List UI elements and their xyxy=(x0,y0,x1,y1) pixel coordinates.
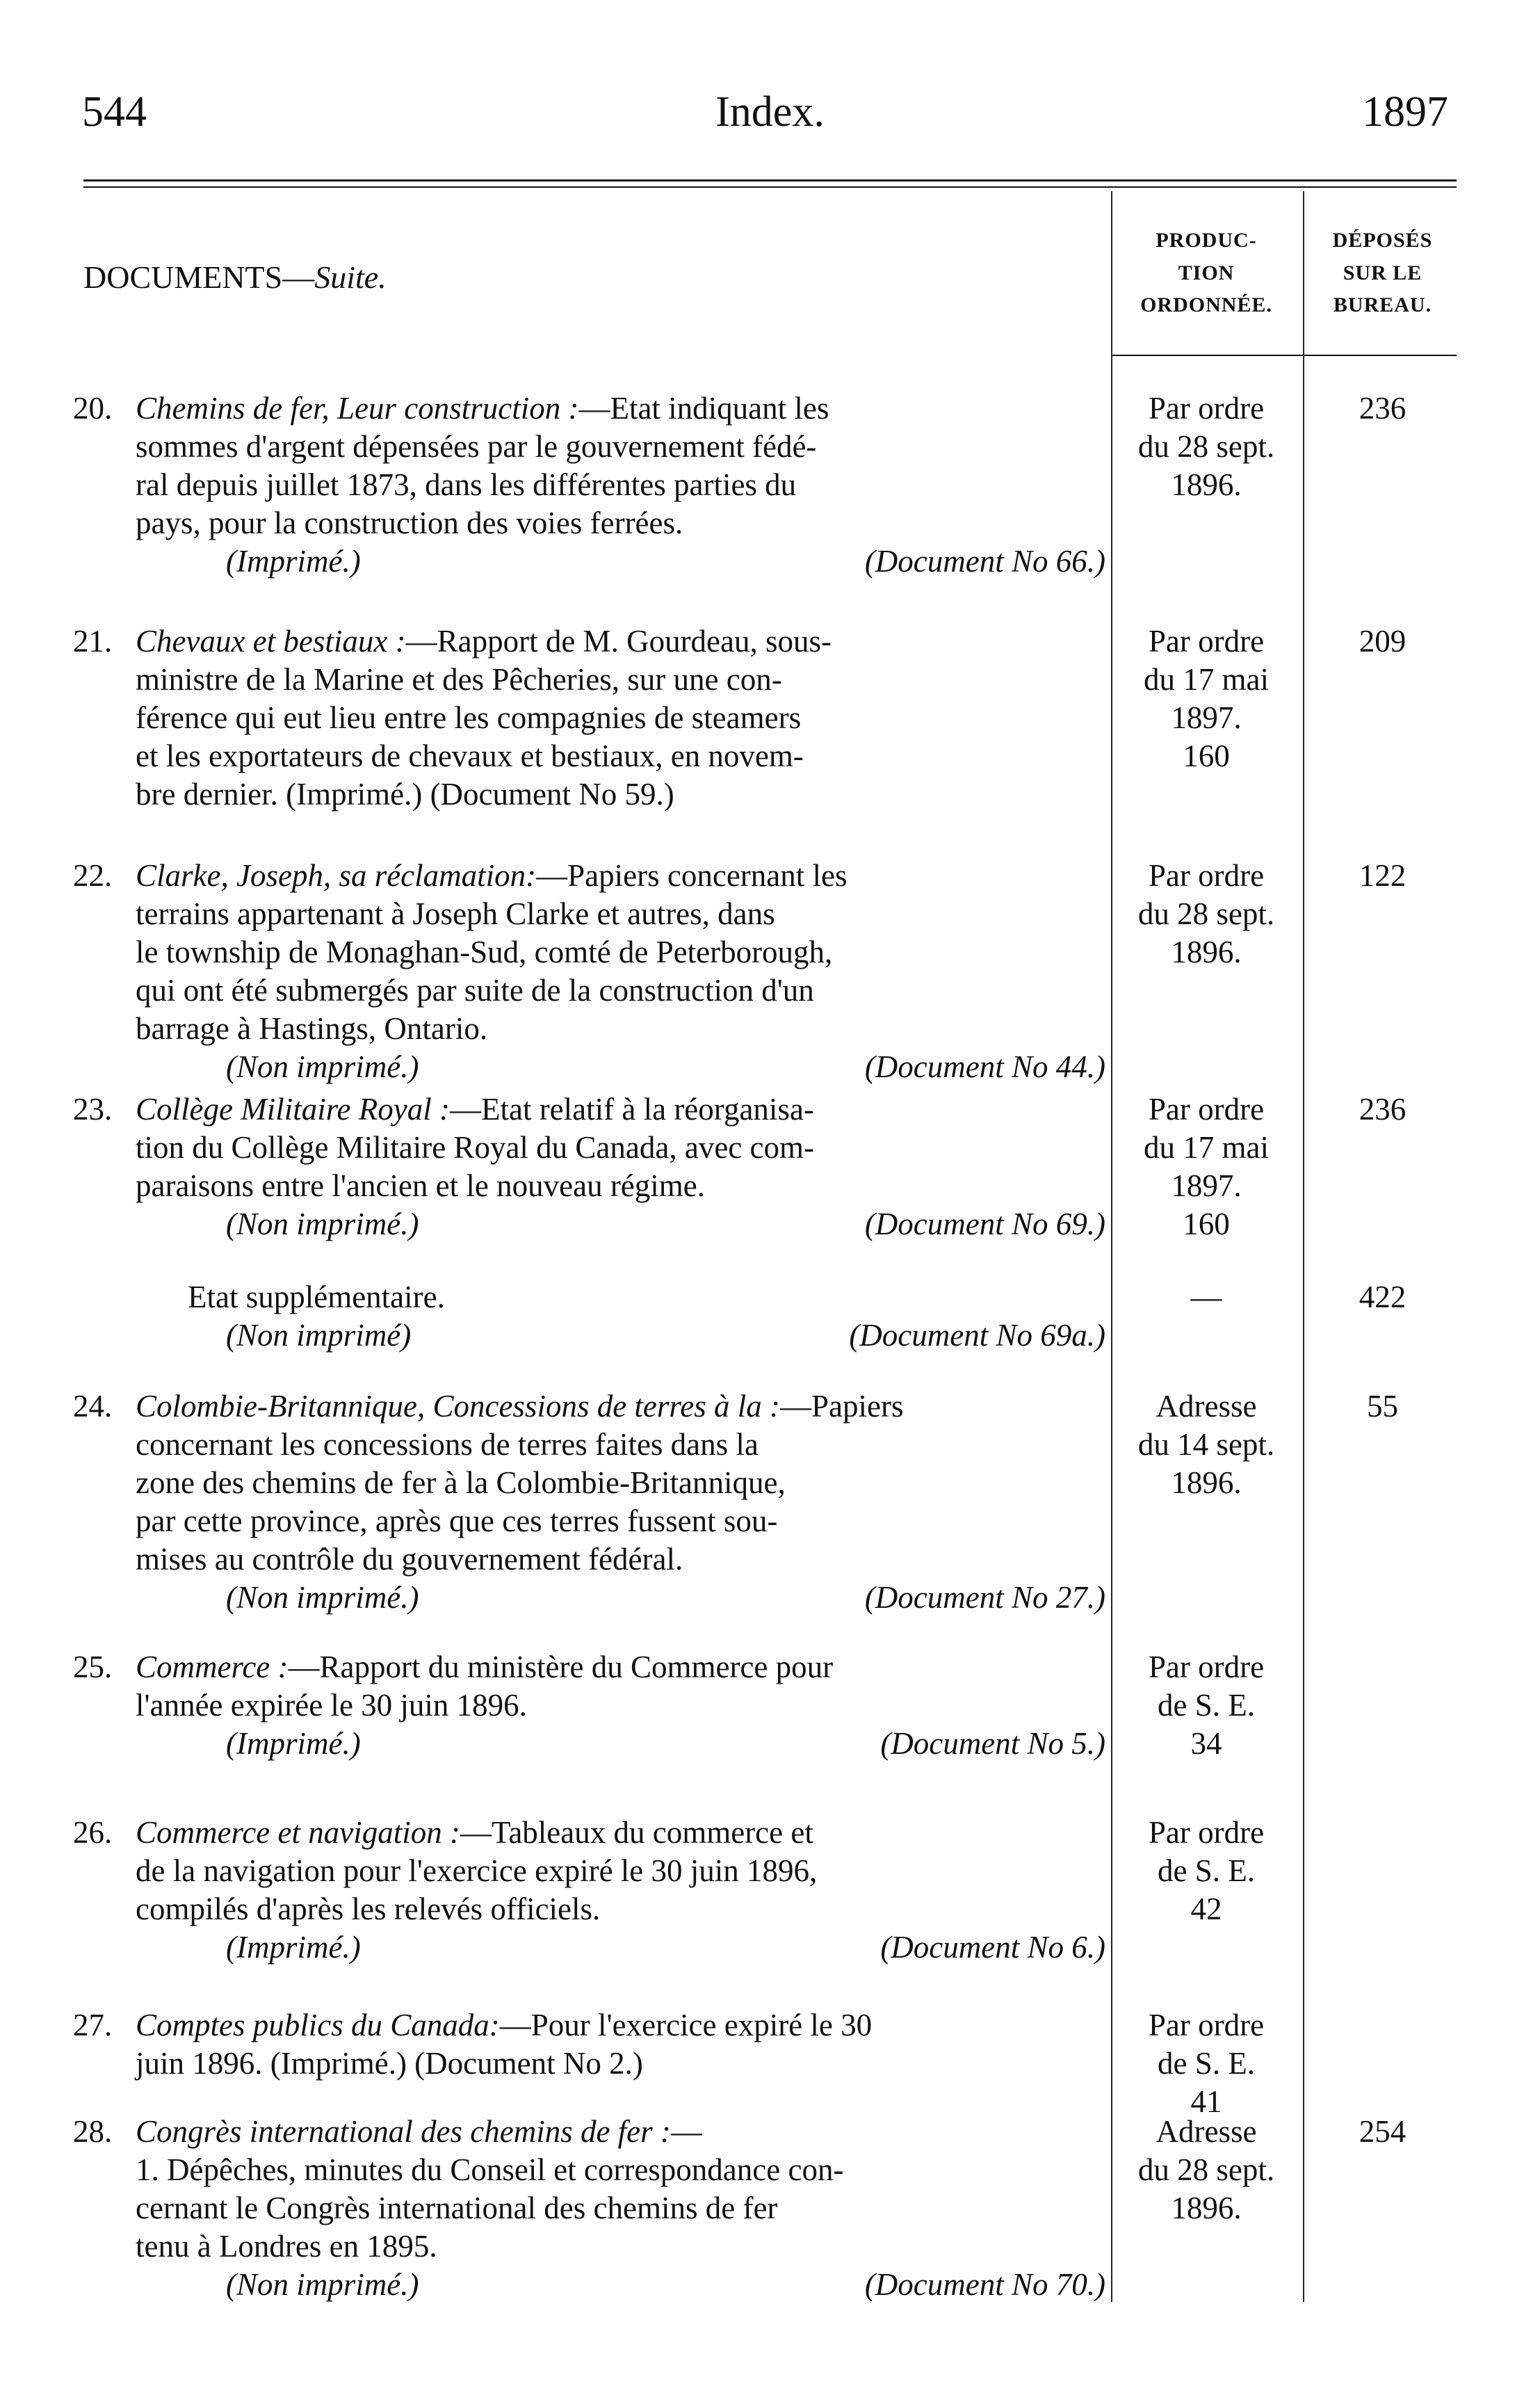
document-number: (Document No 69a.) xyxy=(849,1318,1105,1353)
production-order xyxy=(1112,1090,1300,1243)
entry-text xyxy=(73,1090,1105,1243)
entry-line: concernant les concessions de terres faites dans la xyxy=(136,1427,759,1462)
production-line: du 28 sept. xyxy=(1137,2152,1275,2187)
document-number: (Document No 69.) xyxy=(864,1207,1105,1241)
entry-line: l'année expirée le 30 juin 1896. xyxy=(136,1688,527,1723)
entry-line: pays, pour la construction des voies ferrées. xyxy=(136,506,683,540)
entry-line: barrage à Hastings, Ontario. xyxy=(136,1011,488,1046)
col-header-line: TION xyxy=(1178,261,1235,284)
entry-line: par cette province, après que ces terres fussent sou- xyxy=(136,1504,778,1538)
entry-line: 1. Dépêches, minutes du Conseil et correspondance con- xyxy=(136,2152,844,2187)
entry-citation xyxy=(136,1928,1105,1967)
production-line: Par ordre xyxy=(1148,858,1265,893)
print-status: (Imprimé.) xyxy=(226,544,361,579)
production-line: Adresse xyxy=(1156,2114,1257,2149)
document-number: (Document No 6.) xyxy=(880,1930,1105,1965)
section-title xyxy=(83,259,387,296)
print-status: (Non imprimé) xyxy=(226,1318,412,1353)
entry-line: 26. Commerce et navigation :—Tableaux du commerce et xyxy=(136,1814,1105,1852)
entry-heading: Colombie-Britannique, Concessions de terres à la : xyxy=(136,1389,780,1424)
entry-heading: Commerce et navigation : xyxy=(136,1815,460,1850)
entry-line: ral depuis juillet 1873, dans les différentes parties du xyxy=(136,467,797,502)
page-title: Index. xyxy=(715,88,825,136)
print-status: (Imprimé.) xyxy=(226,1930,361,1965)
entry-line: 28. Congrès international des chemins de fer :— xyxy=(136,2113,1105,2151)
entry-line: juin 1896. (Imprimé.) (Document No 2.) xyxy=(136,2046,643,2081)
production-line: Par ordre xyxy=(1148,1815,1265,1850)
entry-citation xyxy=(136,2266,1105,2304)
header-underline xyxy=(1112,355,1457,356)
production-line: 1896. xyxy=(1171,935,1242,969)
entry-citation xyxy=(188,1316,1105,1355)
print-status: (Non imprimé.) xyxy=(226,1207,419,1241)
production-line: 1897. xyxy=(1171,700,1242,735)
entry-text xyxy=(73,622,1105,814)
production-line: de S. E. xyxy=(1158,1853,1255,1888)
col-header-line: DÉPOSÉS xyxy=(1332,229,1433,252)
deposes-column-header xyxy=(1304,225,1461,322)
entry-line: sommes d'argent dépensées par le gouvernement fédé- xyxy=(136,429,817,464)
entry-text xyxy=(73,1387,1105,1617)
col-header-line: SUR LE xyxy=(1343,261,1423,284)
entry-line: 23. Collège Militaire Royal :—Etat relatif à la réorganisa- xyxy=(136,1090,1105,1129)
entry-line: qui ont été submergés par suite de la construction d'un xyxy=(136,973,814,1008)
entry-line: Etat supplémentaire. xyxy=(188,1280,445,1314)
production-order xyxy=(1112,2006,1300,2121)
production-line: du 17 mai xyxy=(1144,662,1269,697)
entry-number: 24. xyxy=(73,1389,113,1424)
production-column-header xyxy=(1112,225,1300,322)
production-line: 1896. xyxy=(1171,2191,1242,2225)
production-order xyxy=(1112,1648,1300,1763)
entry-text xyxy=(188,1278,1105,1355)
entry-heading: Congrès international des chemins de fer : xyxy=(136,2114,671,2149)
entry-text xyxy=(73,2006,1105,2083)
entry-line: 25. Commerce :—Rapport du ministère du Commerce pour xyxy=(136,1648,1105,1686)
entry-heading: Collège Militaire Royal : xyxy=(136,1092,450,1127)
production-line: du 14 sept. xyxy=(1137,1427,1275,1462)
document-number: (Document No 5.) xyxy=(880,1726,1105,1761)
entry-line: cernant le Congrès international des chemins de fer xyxy=(136,2191,778,2225)
entry-line: zone des chemins de fer à la Colombie-Britannique, xyxy=(136,1465,786,1500)
print-status: (Non imprimé.) xyxy=(226,1049,419,1084)
deposited-page: 236 xyxy=(1359,1092,1407,1127)
top-rule-thin xyxy=(83,186,1457,188)
production-line: Par ordre xyxy=(1148,624,1265,659)
production-order xyxy=(1112,2113,1300,2227)
entry-text xyxy=(73,1648,1105,1763)
entry-number: 25. xyxy=(73,1650,113,1684)
entry-heading: Clarke, Joseph, sa réclamation: xyxy=(136,858,537,893)
deposited-page: 122 xyxy=(1359,858,1407,893)
deposited-page: 422 xyxy=(1359,1280,1407,1314)
entry-line: férence qui eut lieu entre les compagnies de steamers xyxy=(136,700,802,735)
entry-line: paraisons entre l'ancien et le nouveau régime. xyxy=(136,1168,706,1203)
entry-heading: Chemins de fer, Leur construction : xyxy=(136,391,579,426)
entry-line: terrains appartenant à Joseph Clarke et autres, dans xyxy=(136,896,775,931)
document-number: (Document No 70.) xyxy=(864,2267,1105,2302)
document-number: (Document No 27.) xyxy=(864,1580,1105,1615)
entry-text xyxy=(73,1814,1105,1967)
document-number: (Document No 66.) xyxy=(864,544,1105,579)
col-header-line: BUREAU. xyxy=(1333,293,1432,316)
print-status: (Imprimé.) xyxy=(226,1726,361,1761)
entry-citation xyxy=(136,1205,1105,1243)
section-name: DOCUMENTS— xyxy=(83,259,315,295)
production-order xyxy=(1112,1278,1300,1316)
col-header-line: ORDONNÉE. xyxy=(1140,293,1272,316)
production-line: 160 xyxy=(1183,739,1230,773)
production-order xyxy=(1112,1814,1300,1928)
production-line: du 28 sept. xyxy=(1137,429,1275,464)
production-line: 1896. xyxy=(1171,467,1242,502)
production-line: Par ordre xyxy=(1148,2008,1265,2042)
entry-number: 23. xyxy=(73,1092,113,1127)
print-status: (Non imprimé.) xyxy=(226,2267,419,2302)
entry-line: compilés d'après les relevés officiels. xyxy=(136,1892,601,1926)
production-line: du 17 mai xyxy=(1144,1130,1269,1165)
production-order xyxy=(1112,389,1300,504)
production-order xyxy=(1112,857,1300,972)
entry-citation xyxy=(136,1048,1105,1086)
column-divider xyxy=(1303,191,1304,2302)
entry-line: de la navigation pour l'exercice expiré le 30 juin 1896, xyxy=(136,1853,818,1888)
production-line: du 28 sept. xyxy=(1137,896,1275,931)
entry-text xyxy=(73,857,1105,1086)
entry-number: 28. xyxy=(73,2114,113,2149)
production-line: — xyxy=(1190,1280,1222,1314)
entry-heading: Chevaux et bestiaux : xyxy=(136,624,406,659)
col-header-line: PRODUC- xyxy=(1156,229,1257,252)
entry-line: 20. Chemins de fer, Leur construction :—Etat indiquant les xyxy=(136,389,1105,428)
entry-line: tion du Collège Militaire Royal du Canada, avec com- xyxy=(136,1130,814,1165)
production-line: 160 xyxy=(1183,1207,1230,1241)
entry-number: 26. xyxy=(73,1815,113,1850)
entry-line: 27. Comptes publics du Canada:—Pour l'exercice expiré le 30 xyxy=(136,2006,1105,2045)
entry-number: 22. xyxy=(73,858,113,893)
production-line: Adresse xyxy=(1156,1389,1257,1424)
entry-line: 24. Colombie-Britannique, Concessions de terres à la :—Papiers xyxy=(136,1387,1105,1426)
production-line: 1896. xyxy=(1171,1465,1242,1500)
column-divider xyxy=(1111,191,1112,2302)
production-line: 41 xyxy=(1190,2084,1222,2119)
production-line: de S. E. xyxy=(1158,2046,1255,2081)
section-suffix: Suite. xyxy=(314,259,387,295)
top-rule xyxy=(83,179,1457,182)
entry-line: tenu à Londres en 1895. xyxy=(136,2229,437,2264)
production-order xyxy=(1112,622,1300,775)
entry-number: 21. xyxy=(73,624,113,659)
production-line: 42 xyxy=(1190,1892,1222,1926)
page-number: 544 xyxy=(82,88,147,136)
production-line: Par ordre xyxy=(1148,391,1265,426)
entry-line: 22. Clarke, Joseph, sa réclamation:—Papiers concernant les xyxy=(136,857,1105,895)
production-line: Par ordre xyxy=(1148,1650,1265,1684)
entry-number: 27. xyxy=(73,2008,113,2042)
entry-citation xyxy=(136,1579,1105,1617)
production-line: de S. E. xyxy=(1158,1688,1255,1723)
entry-text xyxy=(73,389,1105,581)
deposited-page: 254 xyxy=(1359,2114,1407,2149)
entry-line: 21. Chevaux et bestiaux :—Rapport de M. Gourdeau, sous- xyxy=(136,622,1105,661)
entry-line: bre dernier. (Imprimé.) (Document No 59.) xyxy=(136,777,674,812)
entry-line: et les exportateurs de chevaux et bestiaux, en novem- xyxy=(136,739,804,773)
entry-line: mises au contrôle du gouvernement fédéral. xyxy=(136,1542,683,1577)
entry-citation xyxy=(136,1725,1105,1763)
entry-heading: Commerce : xyxy=(136,1650,289,1684)
production-line: 34 xyxy=(1190,1726,1222,1761)
entry-citation xyxy=(136,542,1105,581)
entry-line: ministre de la Marine et des Pêcheries, sur une con- xyxy=(136,662,782,697)
deposited-page: 236 xyxy=(1359,391,1407,426)
print-status: (Non imprimé.) xyxy=(226,1580,419,1615)
production-order xyxy=(1112,1387,1300,1502)
entry-line: le township de Monaghan-Sud, comté de Peterborough, xyxy=(136,935,833,969)
entry-number: 20. xyxy=(73,391,113,426)
deposited-page: 209 xyxy=(1359,624,1407,659)
page-year: 1897 xyxy=(1362,88,1448,136)
production-line: 1897. xyxy=(1171,1168,1242,1203)
entry-text xyxy=(73,2113,1105,2304)
production-line: Par ordre xyxy=(1148,1092,1265,1127)
entry-heading: Comptes publics du Canada: xyxy=(136,2008,500,2042)
document-number: (Document No 44.) xyxy=(864,1049,1105,1084)
deposited-page: 55 xyxy=(1367,1389,1398,1424)
